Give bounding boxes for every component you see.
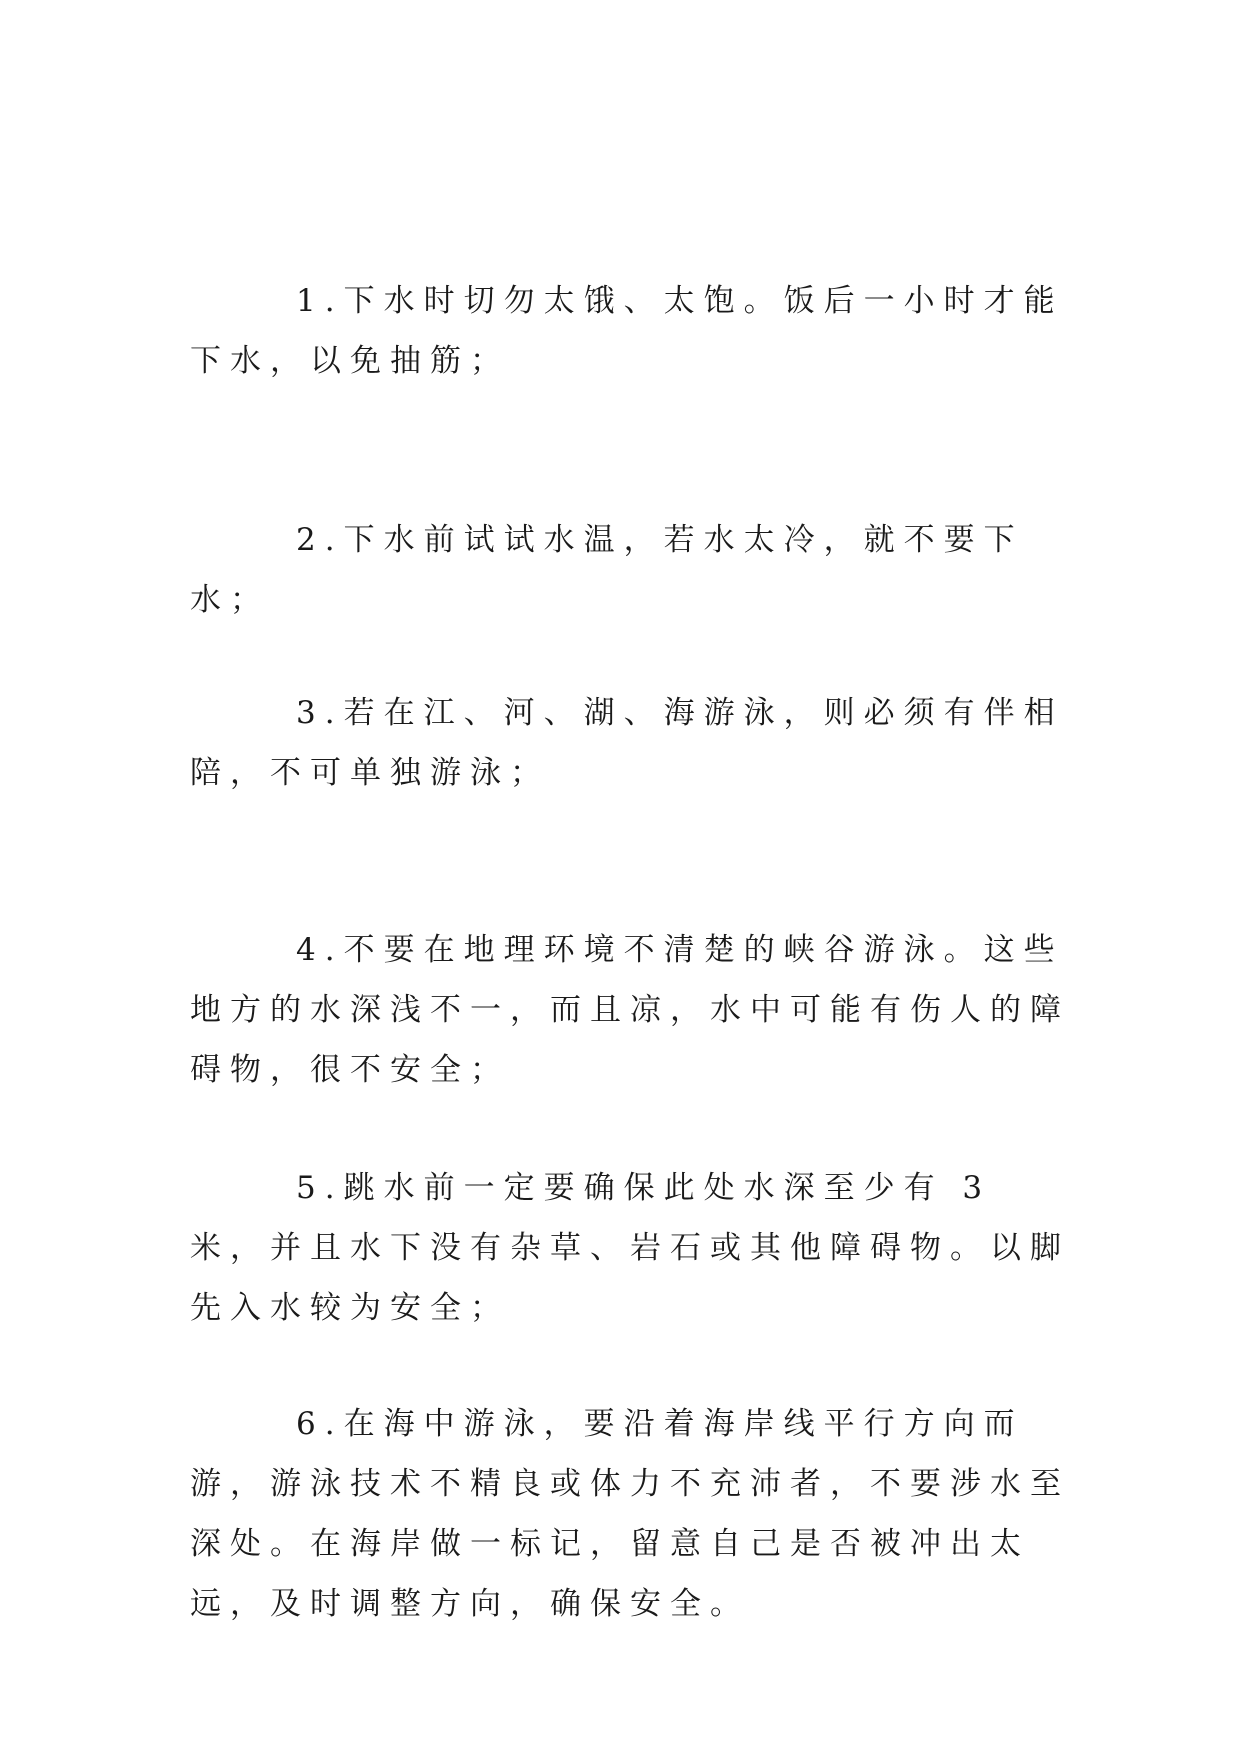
paragraph-2: 2.下水前试试水温，若水太冷，就不要下水； bbox=[190, 522, 1024, 618]
paragraph-1: 1.下水时切勿太饿、太饱。饭后一小时才能下水，以免抽筋； bbox=[190, 283, 1064, 379]
paragraph-5: 5.跳水前一定要确保此处水深至少有 3 米，并且水下没有杂草、岩石或其他障碍物。以脚先入水较为安全； bbox=[190, 1170, 1070, 1326]
paragraph-3: 3.若在江、河、湖、海游泳，则必须有伴相陪，不可单独游泳； bbox=[190, 695, 1064, 791]
paragraph-4: 4.不要在地理环境不清楚的峡谷游泳。这些地方的水深浅不一，而且凉，水中可能有伤人的障碍物，很不安全； bbox=[190, 932, 1070, 1088]
paragraph-6: 6.在海中游泳，要沿着海岸线平行方向而游，游泳技术不精良或体力不充沛者，不要涉水至深处。在海岸做一标记，留意自己是否被冲出太远，及时调整方向，确保安全。 bbox=[190, 1406, 1070, 1622]
